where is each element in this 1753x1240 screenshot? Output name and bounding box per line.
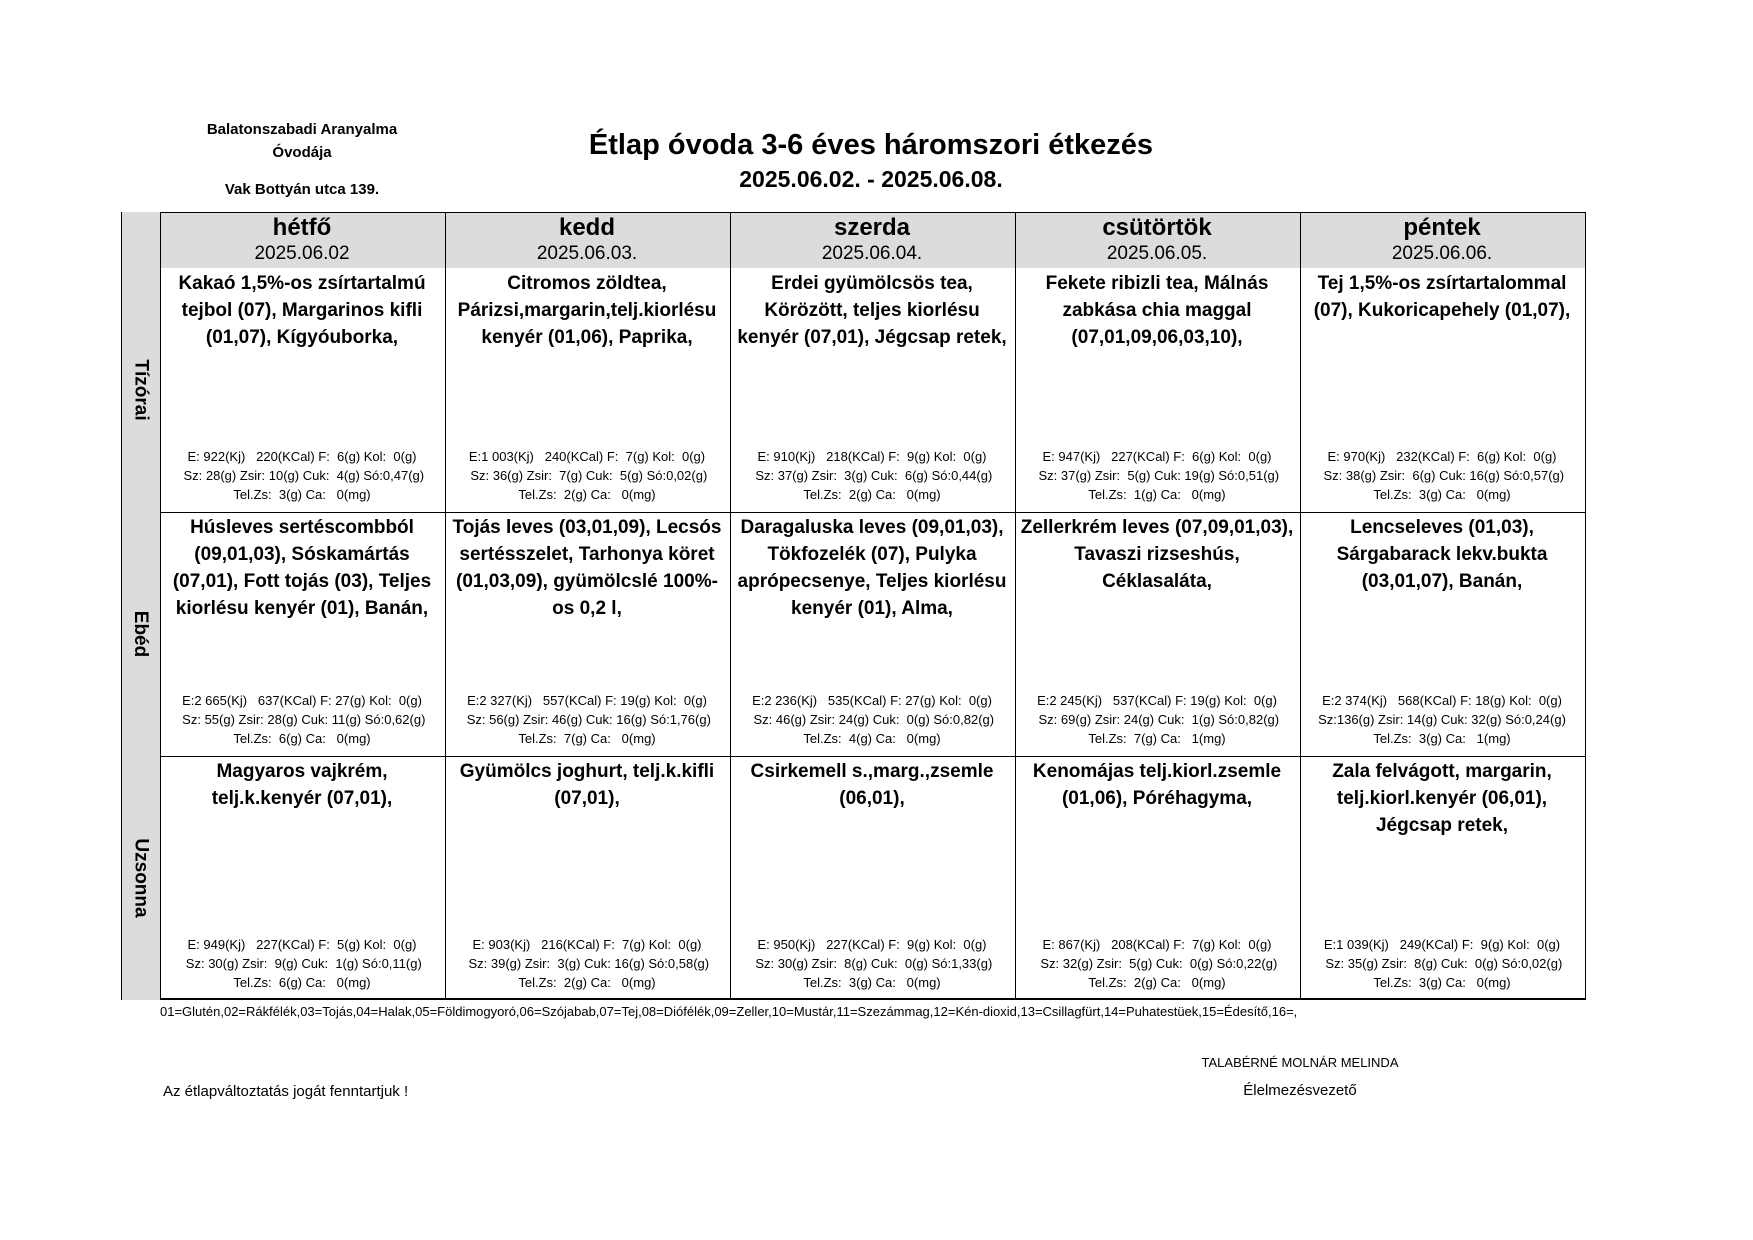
grid-line [160, 756, 1585, 757]
day-header-1 [160, 212, 444, 268]
menu-cell [1300, 268, 1584, 512]
meal-label [121, 512, 160, 756]
nutrition-info: E: 950(Kj) 227(KCal) F: 9(g) Kol: 0(g) Sz: 30(g) Zsir: 8(g) Cuk: 0(g) Só:1,33(g) Tel.Zs: 3(g) Ca: 0(mg) [755, 937, 993, 990]
disclaimer: Az étlapváltoztatás jogát fenntartjuk ! [163, 1083, 409, 1100]
meal-label-text: Tízórai [130, 359, 152, 421]
nutrition-info: E: 867(Kj) 208(KCal) F: 7(g) Kol: 0(g) Sz: 32(g) Zsir: 5(g) Cuk: 0(g) Só:0,22(g) Tel.Zs: 2(g) Ca: 0(mg) [1040, 937, 1278, 990]
day-header-2 [445, 212, 729, 268]
day-date: 2025.06.03. [536, 243, 638, 264]
nutrition-info: E:2 236(Kj) 535(KCal) F: 27(g) Kol: 0(g) Sz: 46(g) Zsir: 24(g) Cuk: 0(g) Só:0,82(g) Tel.Zs: 4(g) Ca: 0(mg) [752, 693, 995, 746]
nutrition-info: E: 903(Kj) 216(KCal) F: 7(g) Kol: 0(g) Sz: 39(g) Zsir: 3(g) Cuk: 16(g) Só:0,58(g) Tel.Zs: 2(g) Ca: 0(mg) [468, 937, 710, 990]
nutrition-info: E:2 665(Kj) 637(KCal) F: 27(g) Kol: 0(g) Sz: 55(g) Zsir: 28(g) Cuk: 11(g) Só:0,62(g) Tel.Zs: 6(g) Ca: 0(mg) [182, 693, 426, 746]
menu-cell [1015, 756, 1299, 1000]
nutrition-info: E: 947(Kj) 227(KCal) F: 6(g) Kol: 0(g) Sz: 37(g) Zsir: 5(g) Cuk: 19(g) Só:0,51(g) Tel.Zs: 1(g) Ca: 0(mg) [1038, 449, 1280, 502]
allergen-legend: 01=Glutén,02=Rákfélék,03=Tojás,04=Halak,05=Földimogyoró,06=Szójabab,07=Tej,08=Diófélék,09=Zeller,10=Mustár,11=Szezámmag,12=Kén-dioxid,13=Csillagfürt,14=Puhatestüek,15=Édesítő,16=, [160, 1004, 1298, 1019]
menu-cell [730, 512, 1014, 756]
menu-items: Gyümölcs joghurt, telj.k.kifli (07,01), [459, 761, 715, 809]
menu-items: Fekete ribizli tea, Málnás zabkása chia maggal (07,01,09,06,03,10), [1045, 273, 1269, 348]
meal-label-text: Uzsonna [130, 838, 152, 918]
day-header-3 [730, 212, 1014, 268]
menu-table [121, 212, 1585, 1000]
page-title: Étlap óvoda 3-6 éves háromszori étkezés [588, 129, 1154, 161]
day-name: kedd [558, 214, 615, 241]
day-date: 2025.06.05. [1106, 243, 1208, 264]
nutrition-info: E: 922(Kj) 220(KCal) F: 6(g) Kol: 0(g) Sz: 28(g) Zsir: 10(g) Cuk: 4(g) Só:0,47(g) Tel.Zs: 3(g) Ca: 0(mg) [183, 449, 425, 502]
menu-items: Csirkemell s.,marg.,zsemle (06,01), [750, 761, 994, 809]
menu-items: Daragaluska leves (09,01,03), Tökfozelék (07), Pulyka aprópecsenye, Teljes kiorlésu kenyér (01), Alma, [737, 517, 1007, 619]
menu-items: Tojás leves (03,01,09), Lecsós sertésszelet, Tarhonya köret (01,03,09), gyümölcslé 100%-os 0,2 l, [452, 517, 722, 619]
date-range: 2025.06.02. - 2025.06.08. [739, 166, 1003, 192]
nutrition-info: E:2 374(Kj) 568(KCal) F: 18(g) Kol: 0(g) Sz:136(g) Zsir: 14(g) Cuk: 32(g) Só:0,24(g) Tel.Zs: 3(g) Ca: 1(mg) [1318, 693, 1566, 746]
day-name: hétfő [272, 214, 332, 241]
signature-role: Élelmezésvezető [1243, 1082, 1357, 1099]
menu-items: Magyaros vajkrém, telj.k.kenyér (07,01), [211, 761, 393, 809]
menu-cell [160, 756, 444, 1000]
grid-line [445, 212, 446, 1000]
menu-cell [445, 756, 729, 1000]
grid-line [730, 212, 731, 1000]
menu-cell [730, 268, 1014, 512]
nutrition-info: E:2 327(Kj) 557(KCal) F: 19(g) Kol: 0(g) Sz: 56(g) Zsir: 46(g) Cuk: 16(g) Só:1,76(g) Tel.Zs: 7(g) Ca: 0(mg) [466, 693, 711, 746]
nutrition-info: E: 910(Kj) 218(KCal) F: 9(g) Kol: 0(g) Sz: 37(g) Zsir: 3(g) Cuk: 6(g) Só:0,44(g) Tel.Zs: 2(g) Ca: 0(mg) [755, 449, 993, 502]
meal-label-text: Ebéd [130, 610, 152, 658]
nutrition-info: E:2 245(Kj) 537(KCal) F: 19(g) Kol: 0(g) Sz: 69(g) Zsir: 24(g) Cuk: 1(g) Só:0,82(g) Tel.Zs: 7(g) Ca: 1(mg) [1037, 693, 1280, 746]
menu-items: Tej 1,5%-os zsírtartalommal (07), Kukoricapehely (01,07), [1313, 273, 1571, 321]
day-date: 2025.06.04. [821, 243, 923, 264]
nutrition-info: E:1 039(Kj) 249(KCal) F: 9(g) Kol: 0(g) Sz: 35(g) Zsir: 8(g) Cuk: 0(g) Só:0,02(g) Tel.Zs: 3(g) Ca: 0(mg) [1323, 937, 1563, 990]
menu-items: Zellerkrém leves (07,09,01,03), Tavaszi rizseshús, Céklasaláta, [1020, 517, 1294, 592]
grid-line [1585, 212, 1586, 1000]
menu-cell [160, 268, 444, 512]
grid-line [160, 512, 1585, 513]
menu-items: Húsleves sertéscombból (09,01,03), Sóskamártás (07,01), Fott tojás (03), Teljes kiorlésu kenyér (01), Banán, [172, 517, 432, 619]
institution-address: Vak Bottyán utca 139. [224, 181, 380, 198]
menu-items: Erdei gyümölcsös tea, Körözött, teljes kiorlésu kenyér (07,01), Jégcsap retek, [737, 273, 1007, 348]
menu-cell [1300, 756, 1584, 1000]
menu-items: Kenomájas telj.kiorl.zsemle (01,06), Póréhagyma, [1032, 761, 1282, 809]
day-header-5 [1300, 212, 1584, 268]
day-date: 2025.06.02 [254, 243, 350, 264]
title-block [530, 128, 1212, 194]
menu-cell [160, 512, 444, 756]
day-header-4 [1015, 212, 1299, 268]
grid-line [1300, 212, 1301, 1000]
menu-cell [445, 512, 729, 756]
institution-block [180, 118, 424, 201]
institution-name-line1: Balatonszabadi Aranyalma [206, 121, 398, 138]
grid-line [160, 212, 1585, 213]
grid-line [1015, 212, 1016, 1000]
day-name: péntek [1403, 214, 1481, 241]
day-date: 2025.06.06. [1391, 243, 1493, 264]
menu-items: Kakaó 1,5%-os zsírtartalmú tejbol (07), Margarinos kifli (01,07), Kígyóuborka, [178, 273, 426, 348]
day-name: csütörtök [1102, 214, 1212, 241]
signature-name: TALABÉRNÉ MOLNÁR MELINDA [1201, 1055, 1399, 1070]
nutrition-info: E: 970(Kj) 232(KCal) F: 6(g) Kol: 0(g) Sz: 38(g) Zsir: 6(g) Cuk: 16(g) Só:0,57(g) Tel.Zs: 3(g) Ca: 0(mg) [1323, 449, 1565, 502]
day-name: szerda [833, 214, 911, 241]
grid-line [160, 998, 1585, 1000]
menu-cell [1015, 268, 1299, 512]
menu-items: Lencseleves (01,03), Sárgabarack lekv.bukta (03,01,07), Banán, [1336, 517, 1548, 592]
meal-label [121, 268, 160, 512]
nutrition-info: E:1 003(Kj) 240(KCal) F: 7(g) Kol: 0(g) Sz: 36(g) Zsir: 7(g) Cuk: 5(g) Só:0,02(g) Tel.Zs: 2(g) Ca: 0(mg) [468, 449, 708, 502]
nutrition-info: E: 949(Kj) 227(KCal) F: 5(g) Kol: 0(g) Sz: 30(g) Zsir: 9(g) Cuk: 1(g) Só:0,11(g) Tel.Zs: 6(g) Ca: 0(mg) [185, 937, 422, 990]
grid-line [160, 212, 161, 1000]
meal-label [121, 756, 160, 1000]
menu-items: Zala felvágott, margarin, telj.kiorl.kenyér (06,01), Jégcsap retek, [1332, 761, 1552, 836]
menu-cell [730, 756, 1014, 1000]
menu-cell [1015, 512, 1299, 756]
menu-cell [1300, 512, 1584, 756]
grid-line [121, 212, 122, 1000]
menu-cell [445, 268, 729, 512]
institution-name-line2: Óvodája [272, 144, 332, 161]
menu-items: Citromos zöldtea, Párizsi,margarin,telj.kiorlésu kenyér (01,06), Paprika, [457, 273, 717, 348]
